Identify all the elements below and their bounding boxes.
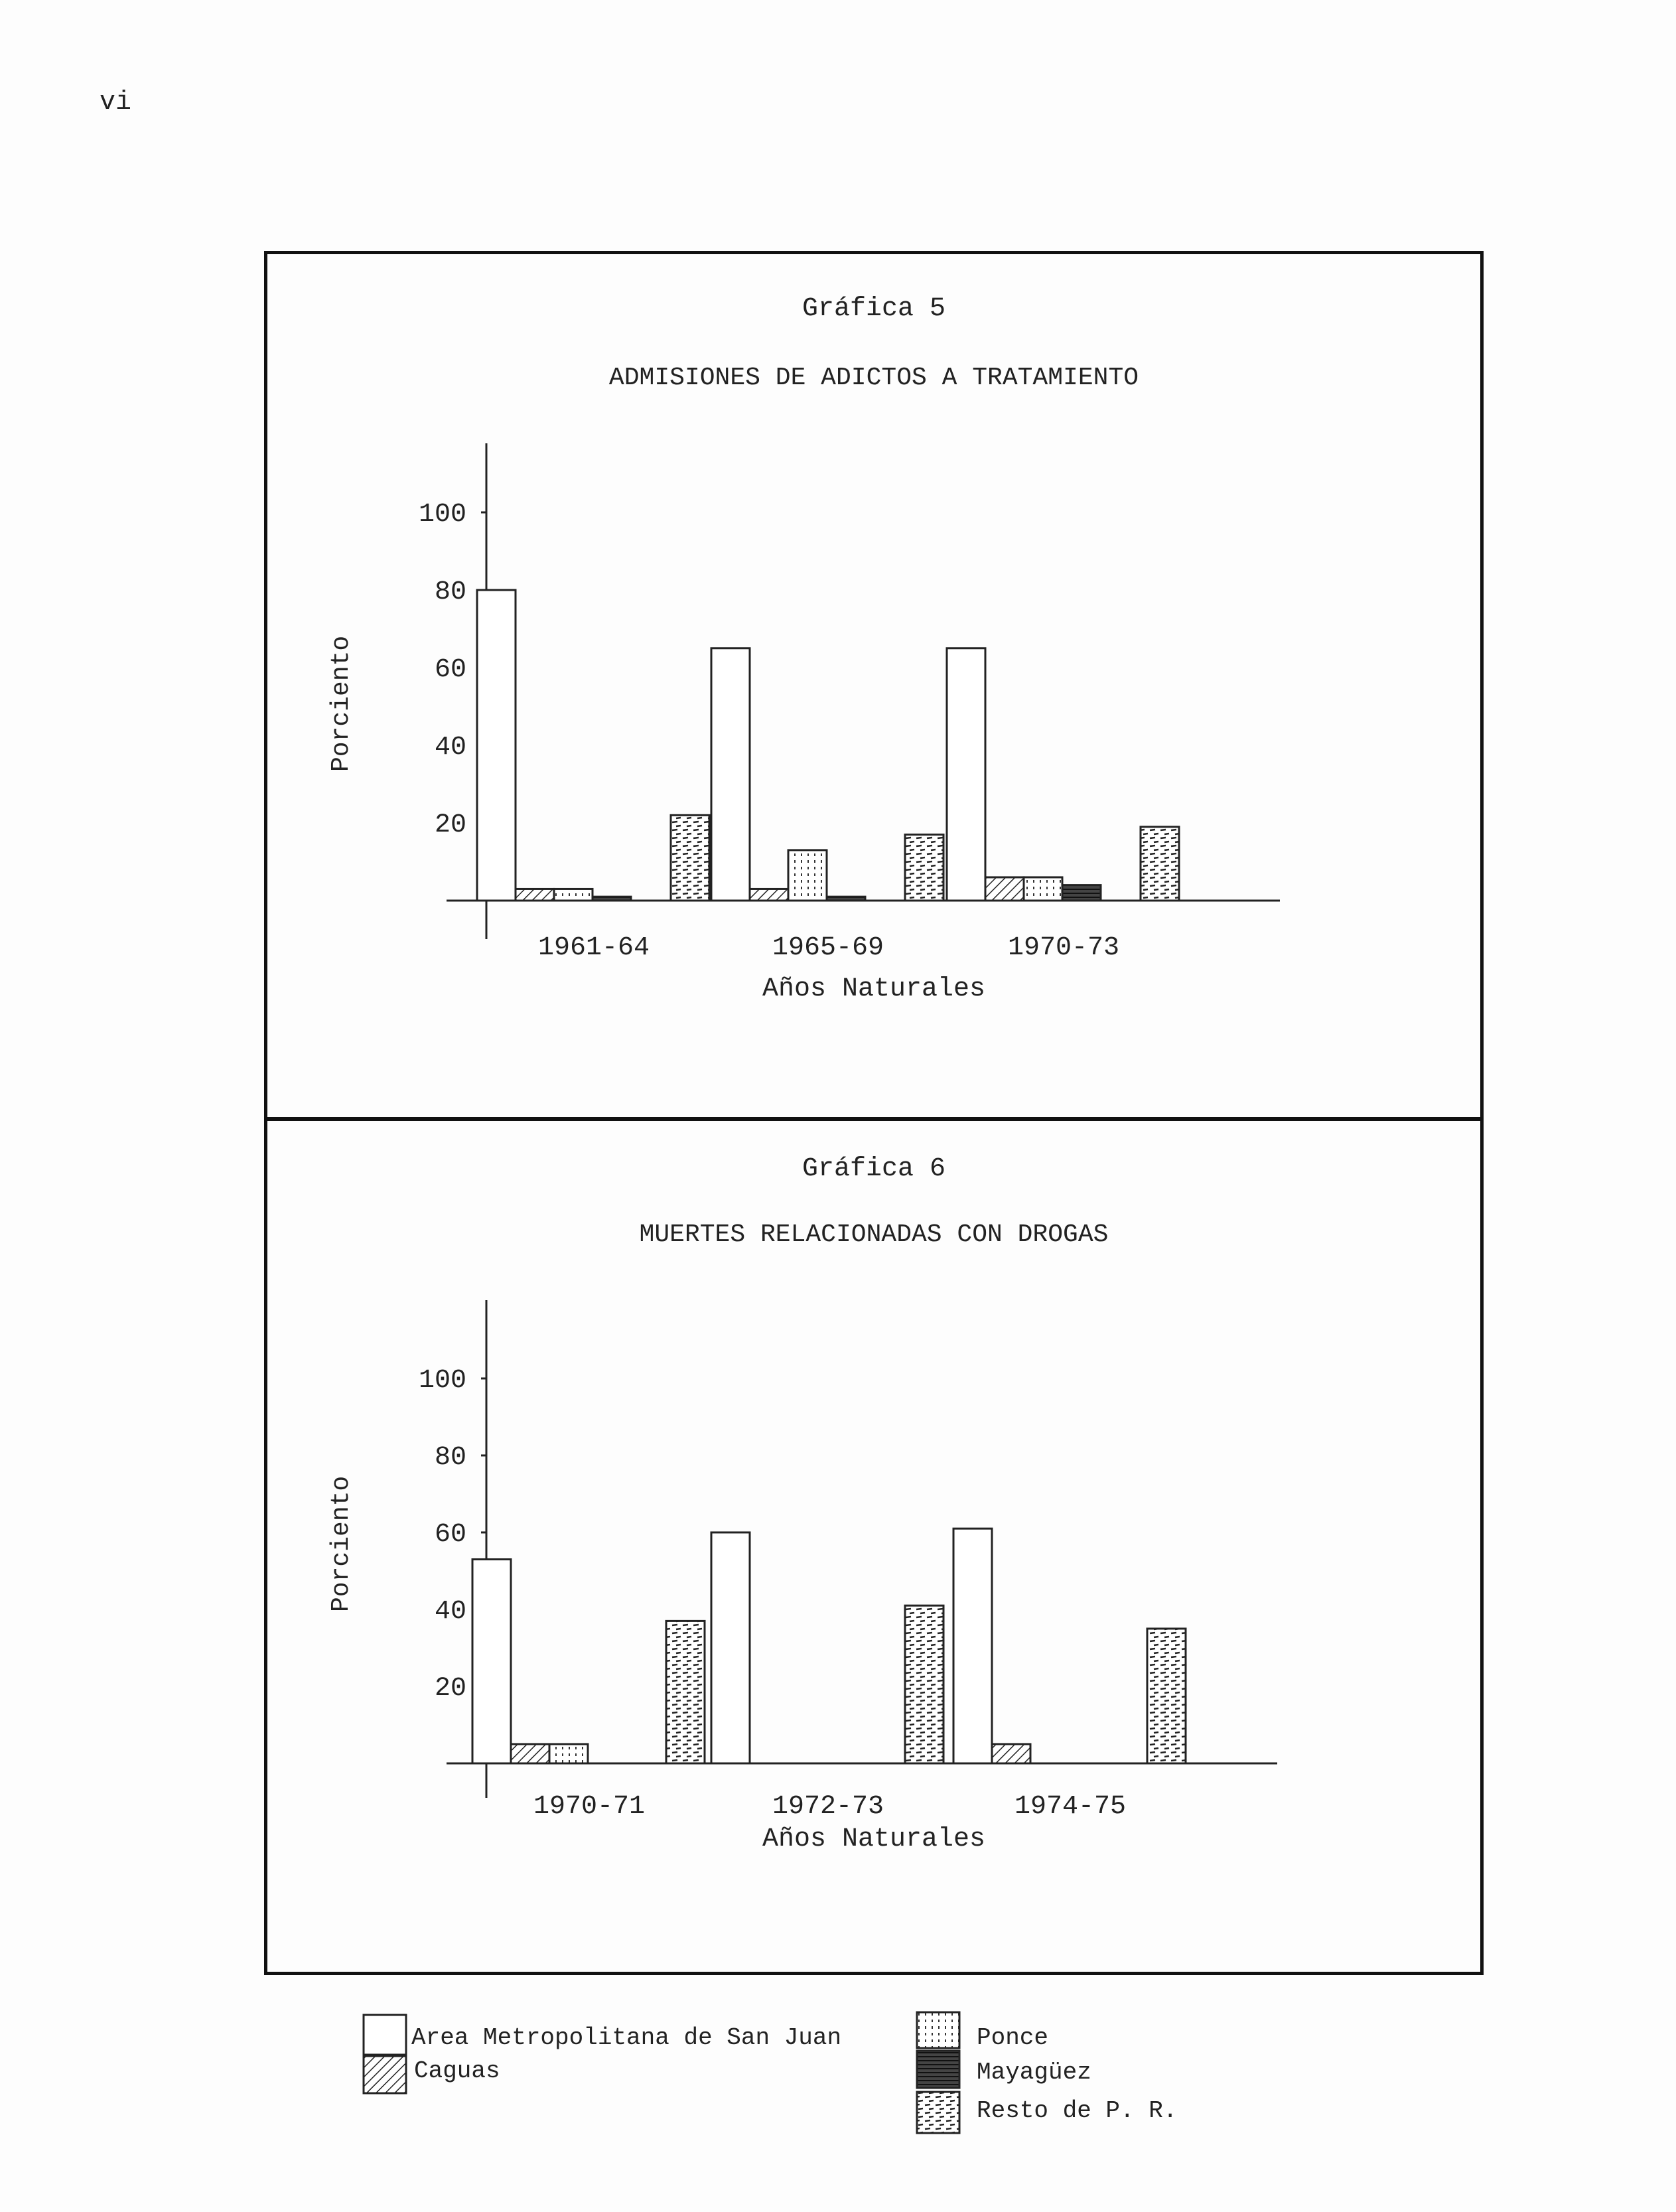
x-tick-label: 1972-73 — [772, 1792, 884, 1822]
y-tick-label: 100 — [418, 500, 466, 530]
bar-area-metropolitana-de-san-juan-1965-69 — [711, 648, 750, 901]
y-tick-label: 60 — [434, 1520, 466, 1550]
bar-resto-de-p-r-1970-71 — [666, 1621, 705, 1763]
legend-swatch-ponce — [917, 2012, 959, 2048]
x-tick-label: 1961-64 — [537, 933, 650, 963]
bar-area-metropolitana-de-san-juan-1961-64 — [477, 590, 516, 901]
y-tick-label: 60 — [434, 655, 466, 685]
chart-5-plot — [267, 254, 1480, 1117]
y-tick-label: 80 — [434, 1443, 466, 1473]
bar-mayaguez-1961-64 — [593, 897, 631, 901]
chart-5-panel — [267, 254, 1480, 1117]
page-number: vi — [100, 88, 132, 117]
bar-caguas-1974-75 — [992, 1744, 1030, 1763]
bar-caguas-1970-73 — [985, 877, 1024, 901]
y-tick-label: 100 — [418, 1366, 466, 1396]
bar-area-metropolitana-de-san-juan-1974-75 — [953, 1528, 992, 1763]
bar-ponce-1965-69 — [788, 850, 827, 901]
bar-mayaguez-1970-73 — [1062, 885, 1101, 901]
bar-ponce-1961-64 — [554, 889, 593, 901]
legend-swatch-resto-de-p-r — [917, 2092, 959, 2133]
legend-swatch-caguas — [364, 2056, 406, 2093]
chart-5-xlabel: Años Naturales — [762, 974, 986, 1004]
legend-label-resto: Resto de P. R. — [977, 2097, 1178, 2124]
bar-resto-de-p-r-1970-73 — [1141, 827, 1179, 901]
bar-resto-de-p-r-1972-73 — [905, 1605, 943, 1763]
legend-label-san-juan: Area Metropolitana de San Juan — [411, 2024, 842, 2051]
bar-ponce-1970-73 — [1024, 877, 1062, 901]
chart-6-panel — [267, 1121, 1480, 1977]
chart-6-subtitle: MUERTES RELACIONADAS CON DROGAS — [639, 1220, 1109, 1249]
x-tick-label: 1970-73 — [1007, 933, 1120, 963]
y-tick-label: 20 — [434, 1674, 466, 1704]
bar-mayaguez-1965-69 — [827, 897, 865, 901]
chart-6-ylabel: Porciento — [327, 1475, 356, 1612]
chart-6-plot — [267, 1121, 1480, 1977]
legend-label-mayaguez: Mayagüez — [977, 2059, 1091, 2086]
chart-5-ylabel: Porciento — [327, 635, 356, 772]
chart-6-title: Gráfica 6 — [802, 1154, 946, 1184]
bar-resto-de-p-r-1974-75 — [1147, 1629, 1186, 1763]
chart-6-xlabel: Años Naturales — [762, 1824, 986, 1854]
bar-caguas-1965-69 — [750, 889, 788, 901]
bar-ponce-1970-71 — [549, 1744, 588, 1763]
legend-swatch-mayaguez — [917, 2051, 959, 2088]
legend-swatch-area-metropolitana-de-san-juan — [364, 2015, 406, 2055]
y-tick-label: 80 — [434, 577, 466, 607]
bar-caguas-1970-71 — [511, 1744, 549, 1763]
y-tick-label: 20 — [434, 810, 466, 840]
y-tick-label: 40 — [434, 1597, 466, 1627]
bar-area-metropolitana-de-san-juan-1972-73 — [711, 1532, 750, 1763]
y-tick-label: 40 — [434, 733, 466, 763]
bar-area-metropolitana-de-san-juan-1970-73 — [947, 648, 985, 901]
x-tick-label: 1965-69 — [772, 933, 884, 963]
chart-5-title: Gráfica 5 — [802, 294, 946, 324]
bar-resto-de-p-r-1965-69 — [905, 835, 943, 901]
bar-area-metropolitana-de-san-juan-1970-71 — [472, 1560, 511, 1763]
bar-resto-de-p-r-1961-64 — [671, 815, 709, 901]
legend-label-caguas: Caguas — [414, 2057, 500, 2085]
x-tick-label: 1974-75 — [1014, 1792, 1127, 1822]
charts-frame — [264, 251, 1484, 1975]
bar-caguas-1961-64 — [516, 889, 554, 901]
chart-5-subtitle: ADMISIONES DE ADICTOS A TRATAMIENTO — [608, 364, 1139, 392]
legend-label-ponce: Ponce — [977, 2024, 1049, 2051]
x-tick-label: 1970-71 — [533, 1792, 646, 1822]
